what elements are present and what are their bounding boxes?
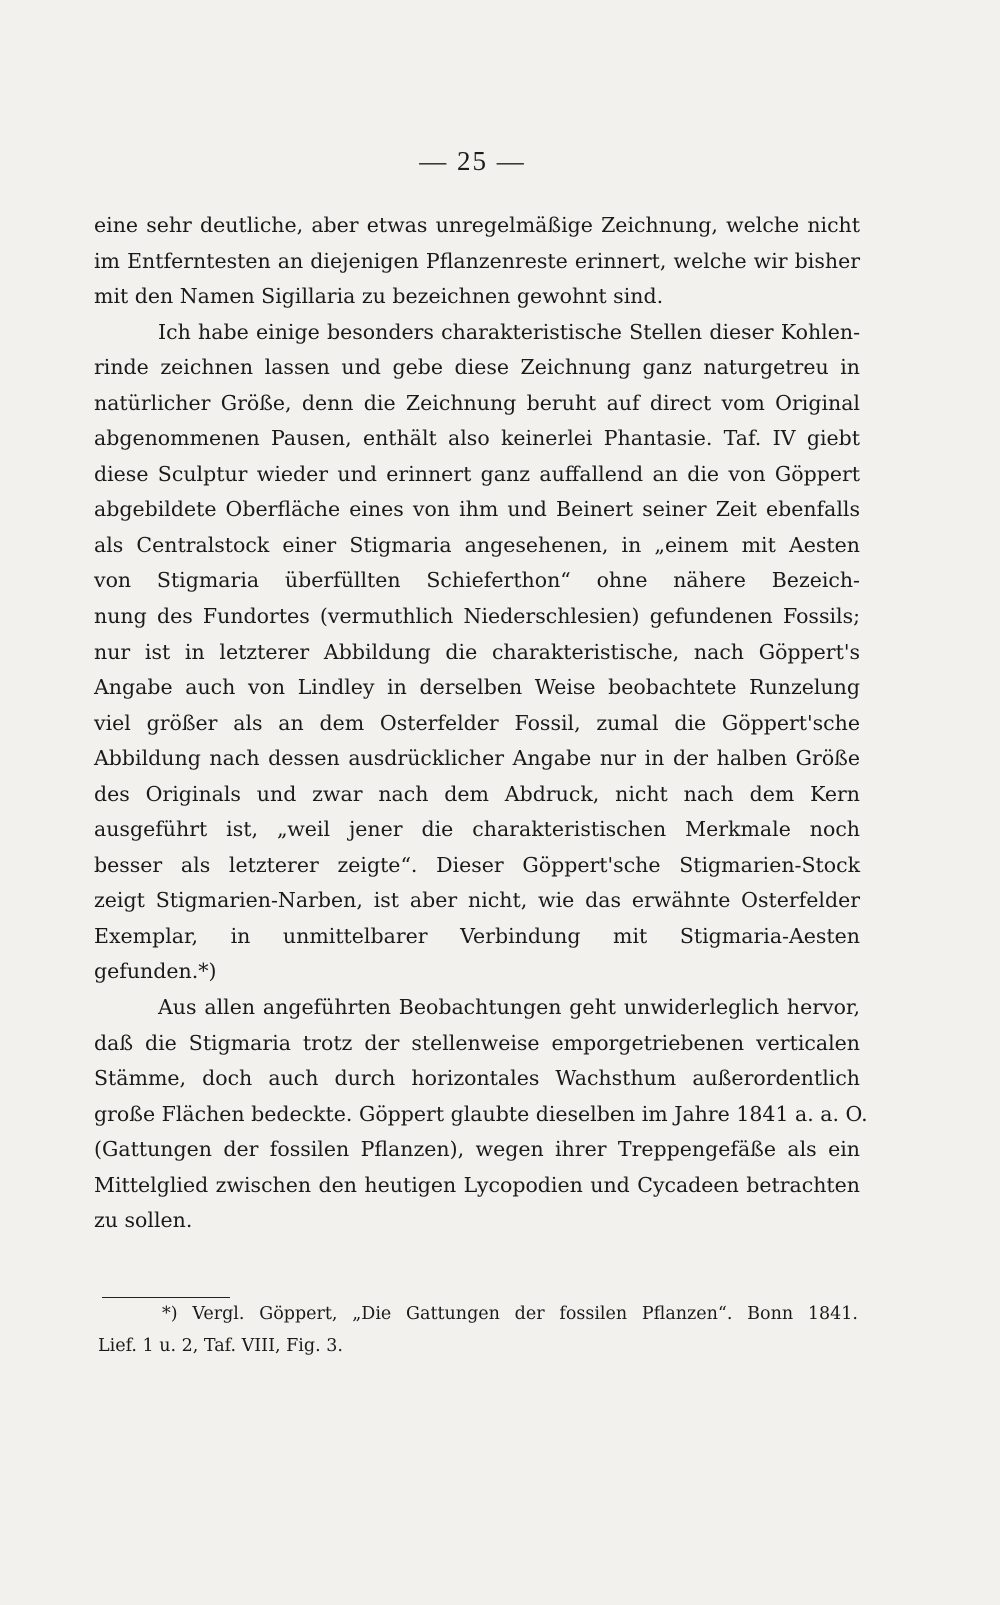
text-line: Stämme, doch auch durch horizontales Wachsthum außerordentlich xyxy=(94,1066,860,1091)
footnotes xyxy=(98,1298,858,1362)
footnote-line: Lief. 1 u. 2, Taf. VIII, Fig. 3. xyxy=(98,1336,343,1356)
text-line: Angabe auch von Lindley in derselben Weise beobachtete Runzelung xyxy=(94,675,860,700)
text-line: natürlicher Größe, denn die Zeichnung beruht auf direct vom Original xyxy=(94,390,860,415)
text-line: als Centralstock einer Stigmaria angesehenen, in „einem mit Aesten xyxy=(94,532,860,557)
text-line: Aus allen angeführten Beobachtungen geht unwiderleglich hervor, xyxy=(158,995,860,1020)
text-line: nur ist in letzterer Abbildung die charakteristische, nach Göppert's xyxy=(94,639,860,664)
text-line: ausgeführt ist, „weil jener die charakteristischen Merkmale noch xyxy=(94,817,860,842)
text-line: gefunden.*) xyxy=(94,959,217,984)
text-line: Exemplar, in unmittelbarer Verbindung mit Stigmaria-Aesten xyxy=(94,923,860,948)
text-line: eine sehr deutliche, aber etwas unregelmäßige Zeichnung, welche nicht xyxy=(94,213,860,237)
text-line: diese Sculptur wieder und erinnert ganz auffallend an die von Göppert xyxy=(94,461,860,486)
text-line: des Originals und zwar nach dem Abdruck, nicht nach dem Kern xyxy=(94,781,860,806)
text-line: abgebildete Oberfläche eines von ihm und Beinert seiner Zeit ebenfalls xyxy=(94,497,860,522)
text-line: abgenommenen Pausen, enthält also keinerlei Phantasie. Taf. IV giebt xyxy=(94,426,860,451)
body-text xyxy=(94,208,868,1239)
text-line: Abbildung nach dessen ausdrücklicher Angabe nur in der halben Größe xyxy=(94,746,860,771)
text-line: daß die Stigmaria trotz der stellenweise emporgetriebenen verticalen xyxy=(94,1030,860,1055)
text-line: (Gattungen der fossilen Pflanzen), wegen ihrer Treppengefäße als ein xyxy=(94,1137,860,1162)
page-number: — 25 — xyxy=(419,146,526,176)
text-line: im Entferntesten an diejenigen Pflanzenreste erinnert, welche wir bisher xyxy=(94,248,860,273)
text-line: Mittelglied zwischen den heutigen Lycopodien und Cycadeen betrachten xyxy=(94,1172,860,1197)
text-line: besser als letzterer zeigte“. Dieser Göppert'sche Stigmarien-Stock xyxy=(94,852,860,877)
text-line: rinde zeichnen lassen und gebe diese Zeichnung ganz naturgetreu in xyxy=(94,355,860,380)
text-line: Ich habe einige besonders charakteristische Stellen dieser Kohlen- xyxy=(158,319,860,344)
text-line: mit den Namen Sigillaria zu bezeichnen gewohnt sind. xyxy=(94,284,664,309)
text-line: zu sollen. xyxy=(94,1208,193,1233)
text-line: große Flächen bedeckte. Göppert glaubte dieselben im Jahre 1841 a. a. O. xyxy=(94,1101,868,1126)
text-line: von Stigmaria überfüllten Schieferthon“ ohne nähere Bezeich- xyxy=(94,568,860,593)
footnote-line: *) Vergl. Göppert, „Die Gattungen der fossilen Pflanzen“. Bonn 1841. xyxy=(162,1304,858,1324)
text-line: viel größer als an dem Osterfelder Fossil, zumal die Göppert'sche xyxy=(94,710,860,735)
text-line: nung des Fundortes (vermuthlich Niederschlesien) gefundenen Fossils; xyxy=(94,604,860,629)
text-line: zeigt Stigmarien-Narben, ist aber nicht, wie das erwähnte Osterfelder xyxy=(94,888,860,913)
